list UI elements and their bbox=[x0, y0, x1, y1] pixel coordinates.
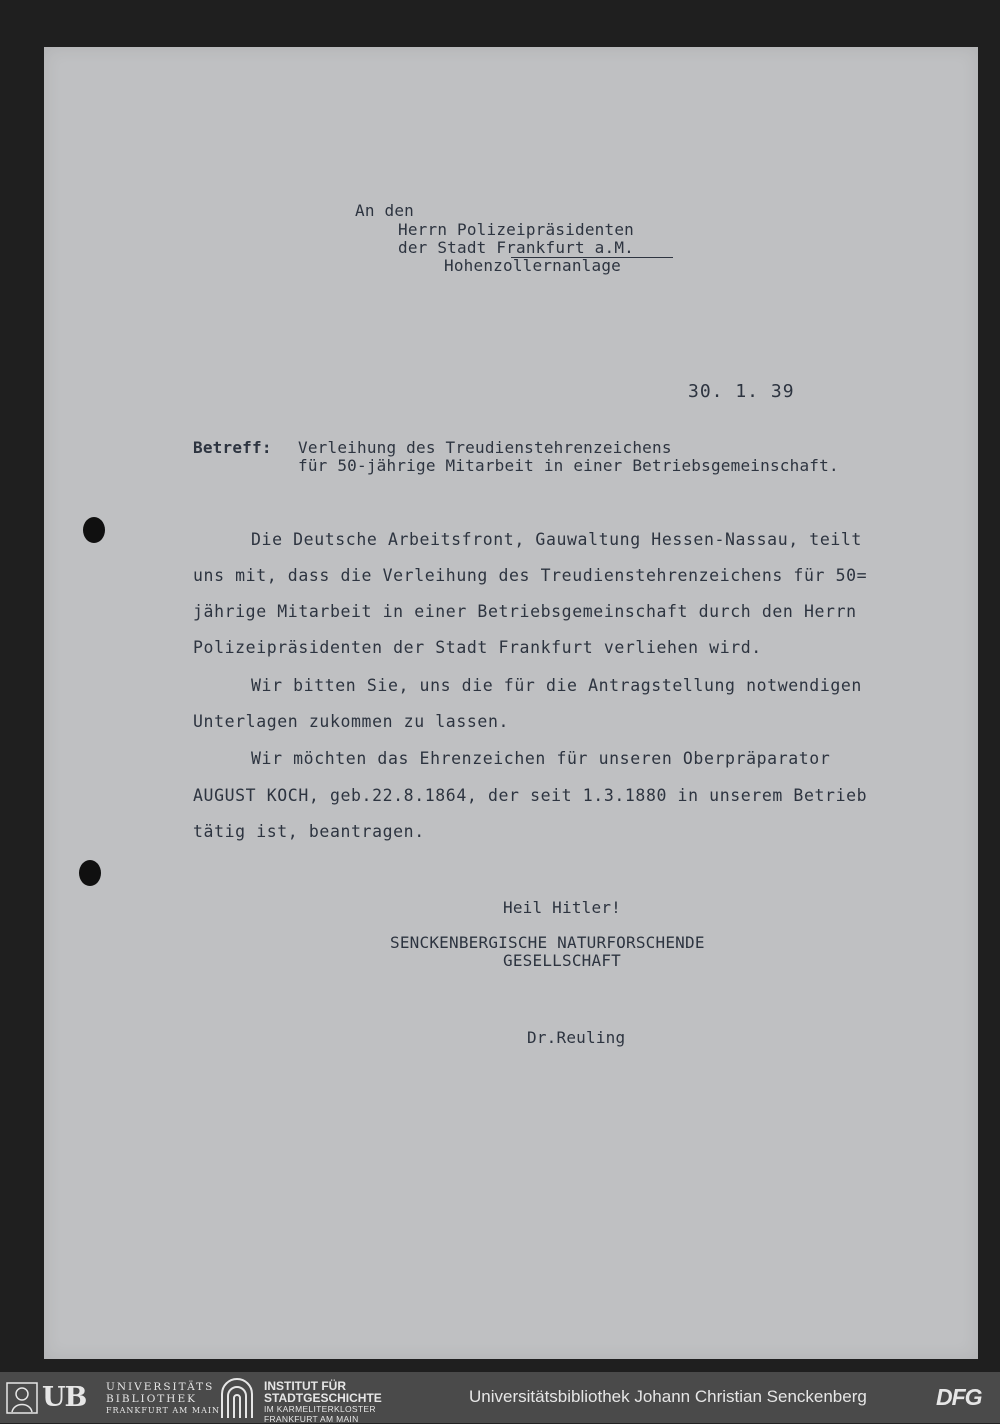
closing-signature: Dr.Reuling bbox=[527, 1028, 626, 1047]
body-line-1: Die Deutsche Arbeitsfront, Gauwaltung Hessen-Nassau, teilt bbox=[251, 530, 862, 549]
recipient-line-2: Herrn Polizeipräsidenten bbox=[398, 220, 634, 239]
body-line-8: AUGUST KOCH, geb.22.8.1864, der seit 1.3.1880 in unserem Betrieb bbox=[193, 786, 868, 805]
recipient-line-1: An den bbox=[355, 201, 414, 220]
closing-org-line-1: SENCKENBERGISCHE NATURFORSCHENDE bbox=[390, 933, 705, 952]
ub-logo bbox=[6, 1380, 221, 1416]
isg-line-3: IM KARMELITERKLOSTER bbox=[264, 1404, 376, 1414]
isg-name bbox=[264, 1380, 382, 1424]
isg-line-1: INSTITUT FÜR bbox=[264, 1379, 346, 1393]
body-line-4: Polizeipräsidenten der Stadt Frankfurt verliehen wird. bbox=[193, 638, 762, 657]
isg-line-4: FRANKFURT AM MAIN bbox=[264, 1414, 359, 1424]
isg-logo bbox=[218, 1378, 418, 1424]
closing-org-line-2: GESELLSCHAFT bbox=[503, 951, 621, 970]
body-line-3: jährige Mitarbeit in einer Betriebsgemeinschaft durch den Herrn bbox=[193, 602, 857, 621]
recipient-line-3: der Stadt Frankfurt a.M. bbox=[398, 238, 634, 257]
goethe-portrait-icon bbox=[6, 1382, 38, 1414]
ub-letters: UB bbox=[42, 1382, 87, 1413]
arch-icon bbox=[218, 1378, 256, 1418]
ub-name bbox=[106, 1381, 220, 1417]
letter-date: 30. 1. 39 bbox=[688, 381, 795, 402]
punch-hole-top bbox=[83, 517, 105, 543]
subject-line-1: Verleihung des Treudienstehrenzeichens bbox=[298, 438, 672, 457]
punch-hole-bottom bbox=[79, 860, 101, 886]
footer-library-name: Universitätsbibliothek Johann Christian Senckenberg bbox=[469, 1387, 867, 1406]
body-line-9: tätig ist, beantragen. bbox=[193, 822, 425, 841]
subject-line-2: für 50-jährige Mitarbeit in einer Betriebsgemeinschaft. bbox=[298, 456, 839, 475]
body-line-7: Wir möchten das Ehrenzeichen für unseren Oberpräparator bbox=[251, 749, 831, 768]
closing-greeting: Heil Hitler! bbox=[503, 898, 621, 917]
ub-line-3: FRANKFURT AM MAIN bbox=[106, 1406, 221, 1415]
ub-line-2: BIBLIOTHEK bbox=[106, 1393, 197, 1405]
body-line-5: Wir bitten Sie, uns die für die Antragstellung notwendigen bbox=[251, 676, 862, 695]
body-line-6: Unterlagen zukommen zu lassen. bbox=[193, 712, 510, 731]
body-line-2: uns mit, dass die Verleihung des Treudienstehrenzeichens für 50= bbox=[193, 566, 868, 585]
dfg-logo: DFG bbox=[936, 1384, 982, 1410]
isg-line-2: STADTGESCHICHTE bbox=[264, 1391, 382, 1405]
recipient-line-4: Hohenzollernanlage bbox=[444, 256, 621, 275]
ub-line-1: UNIVERSITÄTS bbox=[106, 1381, 215, 1393]
subject-label: Betreff: bbox=[193, 438, 272, 457]
archive-footer bbox=[0, 1372, 1000, 1423]
